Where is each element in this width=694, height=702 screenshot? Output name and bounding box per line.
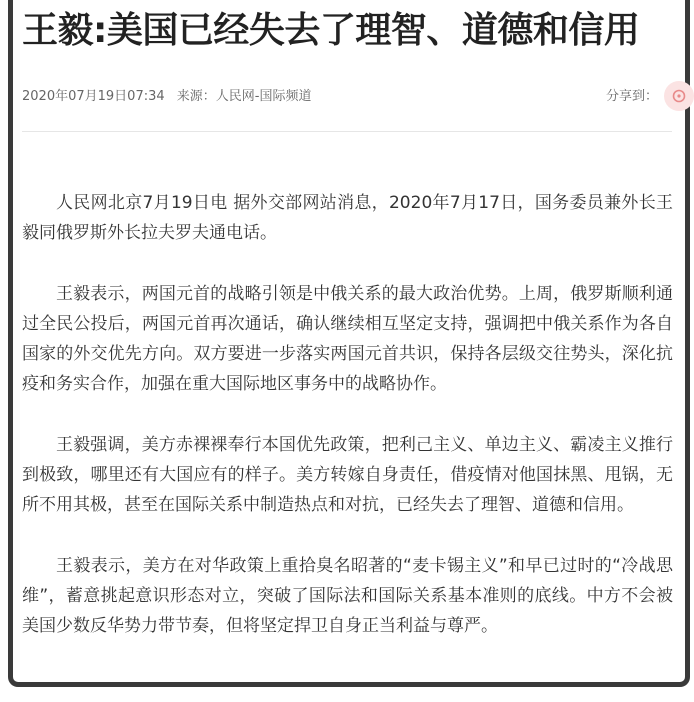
article-meta (22, 88, 319, 106)
paragraph: 王毅强调，美方赤裸裸奉行本国优先政策，把利己主义、单边主义、霸凌主义推行到极致，哪里还有大国应有的样子。美方转嫁自身责任，借疫情对他国抹黑、甩锅，无所不用其极，甚至在国际关系中制造热点和对抗，已经失去了理智、道德和信用。 (22, 435, 673, 515)
share-icon[interactable] (664, 81, 694, 111)
paragraph: 王毅表示，两国元首的战略引领是中俄关系的最大政治优势。上周，俄罗斯顺利通过全民公投后，两国元首再次通话，确认继续相互坚定支持，强调把中俄关系作为各自国家的外交优先方向。双方要进一步落实两国元首共识，保持各层级交往势头，深化抗疫和务实合作，加强在重大国际地区事务中的战略协作。 (22, 284, 673, 394)
publish-date: 2020年07月19日07:34 (22, 89, 165, 104)
article-source: 来源：人民网-国际频道 (176, 89, 312, 104)
header-divider (22, 131, 672, 132)
article-title: 王毅:美国已经失去了理智、道德和信用 (22, 10, 640, 51)
share-label: 分享到： (606, 89, 659, 104)
paragraph: 王毅表示，美方在对华政策上重拾臭名昭著的“麦卡锡主义”和早已过时的“冷战思维”，蓄意挑起意识形态对立，突破了国际法和国际关系基本准则的底线。中方不会被美国少数反华势力带节奏，但将坚定捍卫自身正当利益与尊严。 (22, 556, 673, 636)
article-body (22, 188, 673, 672)
paragraph: 人民网北京7月19日电 据外交部网站消息，2020年7月17日，国务委员兼外长王毅同俄罗斯外长拉夫罗夫通电话。 (22, 193, 673, 243)
